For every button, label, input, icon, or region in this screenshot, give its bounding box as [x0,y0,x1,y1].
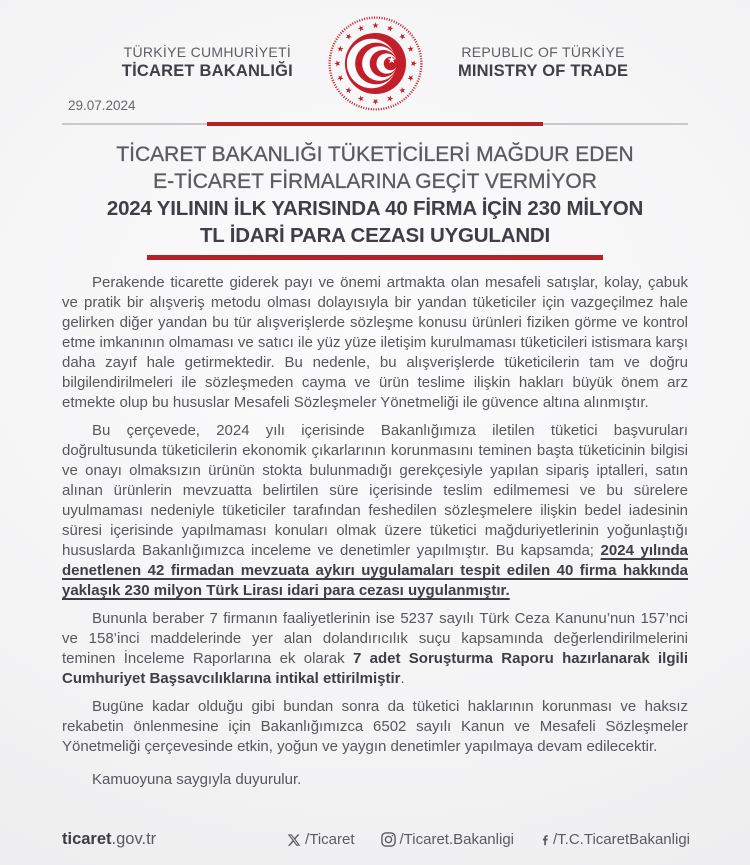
headline-red-accent-bar [147,255,603,260]
paragraph-3 [62,609,688,689]
date-divider-red-segment [207,122,543,126]
header [0,0,750,112]
closing-line [62,770,688,790]
x-icon [287,833,301,847]
website-link-suffix: .gov.tr [111,830,157,848]
org-name-tr-line2: TİCARET BAKANLIĞI [121,62,293,81]
closing-line-text: Kamuoyuna saygıyla duyurulur. [92,771,302,788]
instagram-icon [381,832,396,847]
paragraph-4 [62,697,688,757]
social-links [287,831,690,848]
org-name-en-line1: REPUBLIC OF TÜRKİYE [461,43,625,60]
headline-title-line2: TL İDARİ PARA CEZASI UYGULANDI [199,224,551,247]
social-facebook-handle: /T.C.TicaretBakanligi [553,831,690,848]
paragraph-3-text: Bununla beraber 7 firmanın faaliyetlerinin ise 5237 sayılı Türk Ceza Kanunu’nun 157’nci ve 158’inci maddelerinde yer alan dolandırıcılık suçu kapsamında değerlendirilmelerini teminen İnceleme Raporlarına ek olarak [62,610,688,667]
paragraph-2-text: Bu çerçevede, 2024 yılı içerisinde Bakanlığımıza iletilen tüketici başvuruları doğrultusunda tüketicilerin ekonomik çıkarlarının korunmasını teminen başta tüketicinin bilgisi ve onayı olmaksızın ürünün stokta bulunmadığı gerekçesiyle yapılan sipariş iptalleri, satın alınan ürünlerin mevzuatta belirtilen süre içerisinde teslim edilmemesi ve bu sürelere uyulmaması nedeniyle tüketiciler tarafından feshedilen sözleşmelere ilişkin bedel iadesinin süresi içerisinde yapılmaması konuları olmak üzere tüketici mağduriyetlerinin yoğunlaştığı hususlarda Bakanlığımızca inceleme ve denetimler yapılmıştır. Bu kapsamda; [62,422,688,559]
website-link[interactable] [62,830,156,849]
facebook-icon [540,832,549,848]
org-name-en-line2: MINISTRY OF TRADE [457,62,629,81]
social-x-link[interactable] [287,831,354,848]
date-label: 29.07.2024 [68,98,136,113]
org-name-tr-line1: TÜRKİYE CUMHURİYETİ [123,43,292,60]
paragraph-4-text: Bugüne kadar olduğu gibi bundan sonra da tüketici haklarının korunması ve haksız rekabetin önlenmesine için Bakanlığımızca 6502 sayılı Kanun ve Mesafeli Sözleşmeler Yönetmeliği çerçevesinde etkin, yoğun ve yaygın denetimler yapılmaya devam edilecektir. [62,698,688,755]
social-x-handle: /Ticaret [305,831,355,848]
website-link-bold: ticaret [62,830,112,848]
headline-kicker-line1: TİCARET BAKANLIĞI TÜKETİCİLERİ MAĞDUR EDEN [116,143,634,166]
paragraph-1-text: Perakende ticarette giderek payı ve önemi artmakta olan mesafeli satışlar, kolay, çabuk ve pratik bir alışveriş metodu olması dolayısıyla bir yandan tüketiciler için vazgeçilmez hale gelirken diğer yandan bu tür alışverişlerde sözleşme konusu ürünleri fiziken görme ve kontrol etme imkanının olmaması ve satıcı ile yüz yüze iletişim kurulmaması tüketicileri istismara karşı daha zayıf hale getirmektedir. Bu nedenle, bu alışverişlerde tüketicilerin tam ve doğru bilgilendirilmeleri ile sözleşmeden cayma ve ürün teslime ilişkin hakları büyük önem arz etmekte olup bu hususlar Mesafeli Sözleşmeler Yönetmeliği ile güvence altına alınmıştır. [62,274,689,411]
paragraph-3-period: . [400,670,405,687]
date-divider [62,122,688,126]
social-instagram-link[interactable] [381,831,515,848]
headline-kicker-line2: E-TİCARET FİRMALARINA GEÇİT VERMİYOR [153,170,597,193]
paragraph-2 [62,421,688,601]
org-name-english [458,43,628,83]
fine-amount-highlight: 2024 yılında denetlenen 42 firmadan mevzuata aykırı uygulamaları tespit edilen 40 firma hakkında yaklaşık 230 milyon Türk Lirası idari para cezası uygulanmıştır. [62,542,688,599]
prosecutor-referral-highlight: 7 adet Soruşturma Raporu hazırlanarak ilgili Cumhuriyet Başsavcılıklarına intikal ettirilmiştir [62,650,688,687]
paragraph-1 [62,273,688,413]
headline-title-line1: 2024 YILININ İLK YARISINDA 40 FİRMA İÇİN 230 MİLYON [106,197,644,220]
org-name-turkish [122,43,293,83]
social-instagram-handle: /Ticaret.Bakanligi [399,831,514,848]
ministry-of-trade-emblem-icon [327,15,424,112]
headline [0,141,750,249]
social-facebook-link[interactable] [540,831,690,848]
press-body [62,273,688,790]
footer [62,830,690,849]
